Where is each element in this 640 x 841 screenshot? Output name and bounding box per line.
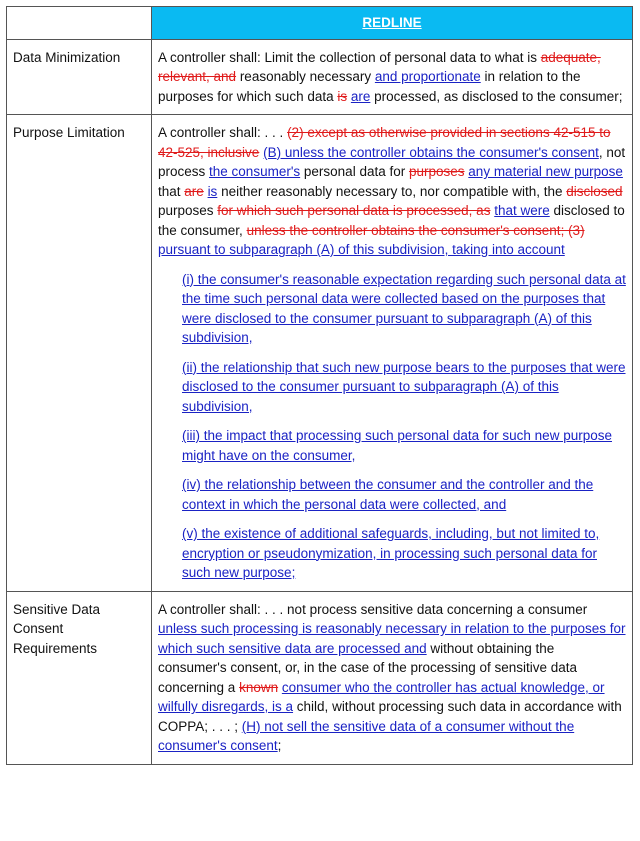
text-inserted: pursuant to subparagraph (A) of this subdivision, taking into account: [158, 242, 565, 257]
table-row: [7, 591, 633, 764]
text-inserted: any material new purpose: [468, 164, 623, 179]
row-label-data-minimization: Data Minimization: [7, 39, 152, 115]
text-inserted: unless such processing is reasonably necessary in relation to the purposes for which such sensitive data are processed and: [158, 621, 626, 656]
header-row: [7, 7, 633, 40]
text-plain: A controller shall: . . . not process sensitive data concerning a consumer: [158, 601, 588, 617]
redline-text-purpose-limitation: [152, 115, 633, 592]
text-plain: disclosed to the consumer,: [158, 203, 625, 238]
text-plain: in relation to the purposes for which such data: [158, 69, 581, 104]
text-inserted: consumer who the controller has actual knowledge, or wilfully disregards, is a: [158, 679, 605, 714]
text-inserted: that were: [494, 203, 550, 218]
text-plain: that: [158, 183, 185, 199]
text-inserted: the consumer's: [209, 164, 301, 179]
row-label-purpose-limitation: Purpose Limitation: [7, 115, 152, 592]
text-plain: processed, as disclosed to the consumer;: [370, 88, 623, 104]
text-plain: , not process: [158, 144, 626, 179]
text-plain: A controller shall: Limit the collection of personal data to what is: [158, 49, 541, 65]
sub-item-iv: (iv) the relationship between the consumer and the controller and the context in which the personal data were collected, and: [182, 477, 594, 512]
table-row: [7, 39, 633, 115]
text-deleted: (2) except as otherwise provided in sections 42-515 to 42-525, inclusive: [158, 125, 611, 160]
sub-item-iii: (iii) the impact that processing such personal data for such new purpose might have on the consumer,: [182, 428, 612, 463]
redline-header: REDLINE: [152, 7, 633, 40]
row-label-sensitive-data: Sensitive Data Consent Requirements: [7, 591, 152, 764]
text-plain: reasonably necessary: [236, 69, 375, 84]
header-blank-cell: [7, 7, 152, 40]
text-deleted: disclosed: [566, 183, 623, 199]
redline-table: [6, 6, 633, 765]
text-deleted: is: [337, 88, 348, 104]
text-deleted: purposes: [408, 164, 465, 179]
redline-text-data-minimization: [152, 39, 633, 115]
sub-item-ii: (ii) the relationship that such new purpose bears to the purposes that were disclosed to the consumer pursuant to subparagraph (A) of this subdivision,: [182, 359, 626, 414]
text-inserted: (H) not sell the sensitive data of a consumer without the consumer's consent: [158, 718, 575, 753]
sub-item-v: (v) the existence of additional safeguards, including, but not limited to, encryption or pseudonymization, in processing such personal data for such new purpose;: [182, 526, 600, 580]
text-plain: neither reasonably necessary to, nor compatible with, the: [217, 183, 567, 199]
text-inserted: is: [207, 183, 218, 199]
text-plain: child, without processing such data in accordance with COPPA; . . . ;: [158, 699, 622, 734]
text-plain: without obtaining the consumer's consent, or, in the case of the processing of sensitive data concerning a: [158, 640, 578, 695]
text-inserted: are: [350, 88, 371, 104]
text-plain: A controller shall: . . .: [158, 125, 288, 140]
text-inserted: (B) unless the controller obtains the consumer's consent: [263, 144, 599, 160]
sub-item-i: (i) the consumer's reasonable expectation regarding such personal data at the time such personal data were collected based on the purposes that were disclosed to the consumer pursuant to subparagraph (A) of this subdivision,: [182, 271, 626, 345]
text-deleted: are: [184, 183, 204, 199]
redline-text-sensitive-data: [152, 591, 633, 764]
text-plain: personal data for: [300, 164, 409, 179]
text-inserted: and proportionate: [374, 69, 481, 84]
table-row: [7, 115, 633, 592]
text-plain: purposes: [158, 203, 218, 218]
text-plain: ;: [277, 738, 282, 753]
text-deleted: known: [239, 679, 279, 695]
text-deleted: for which such personal data is processed, as: [217, 203, 491, 218]
text-deleted: adequate, relevant, and: [158, 49, 601, 84]
text-deleted: unless the controller obtains the consumer's consent; (3): [246, 222, 585, 238]
